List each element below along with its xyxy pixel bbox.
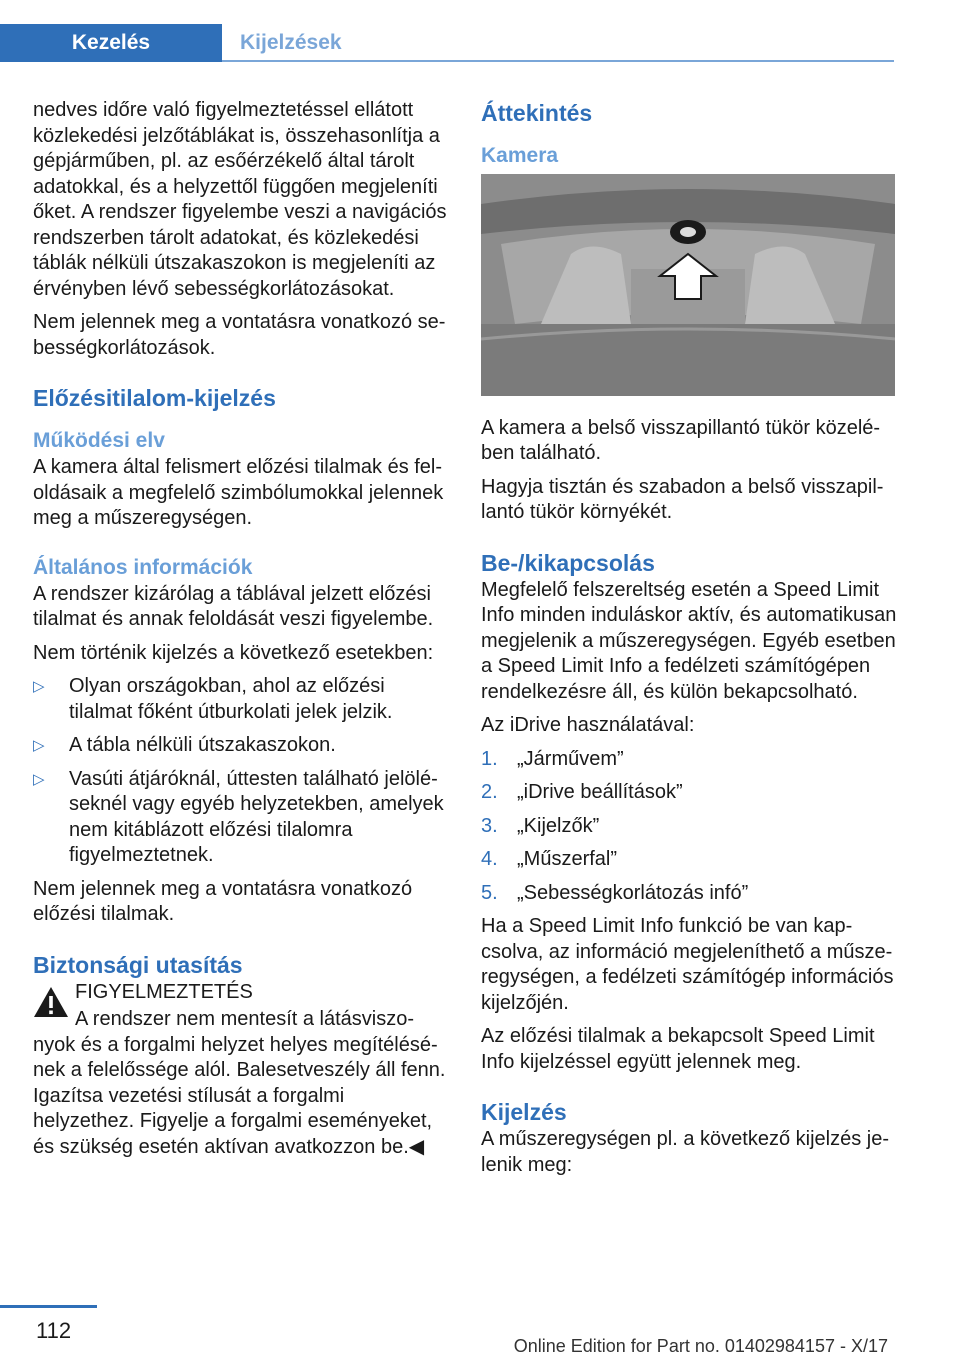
paragraph-altalanos-2: Nem történik kijelzés a következő esetekben: xyxy=(33,641,434,664)
list-item: 5. „Sebességkorlátozás infó” xyxy=(481,881,749,904)
paragraph-altalanos-1: A rendszer kizárólag a táblával jelzett előzési tilalmat és annak feloldását veszi figyelembe. xyxy=(33,582,434,630)
towing-note: Nem jelennek meg a vontatásra vonatkozó sebességkorlátozások. xyxy=(33,311,446,359)
tab-kezeles[interactable]: Kezelés xyxy=(0,24,222,62)
paragraph-kijelzes: A műszeregységen pl. a következő kijelzés jelenik meg: xyxy=(481,1128,889,1176)
paragraph-kamera-1: A kamera a belső visszapillantó tükör közelében található. xyxy=(481,416,881,464)
heading-attekintes: Áttekintés xyxy=(481,100,593,126)
towing-overtake-note: Nem jelennek meg a vontatásra vonatkozó előzési tilalmak. xyxy=(33,877,413,925)
list-item: 2. „iDrive beállítások” xyxy=(481,781,683,803)
camera-location-image xyxy=(481,174,895,396)
paragraph-after-steps-1: Ha a Speed Limit Info funkció be van kapcsolva, az információ megjeleníthető a műszeregységen, a fedélzeti számítógép információs kijelzőjén. xyxy=(481,915,894,1014)
warning-title: FIGYELMEZTETÉS xyxy=(75,980,253,1003)
list-item: ▷ Vasúti átjáróknál, úttesten található jelöléseknél vagy egyéb helyzetekben, amelyek nem kitáblázott előzési tilalomra figyelmeztetnek. xyxy=(33,767,444,866)
paragraph-after-steps-2: Az előzési tilalmak a bekapcsolt Speed Limit Info kijelzéssel együtt jelennek meg. xyxy=(481,1025,875,1073)
exception-list xyxy=(33,674,449,869)
list-item: 1. „Járművem” xyxy=(481,747,624,770)
list-item: 3. „Kijelzők” xyxy=(481,814,600,837)
header-rule xyxy=(222,60,894,62)
footer-rule xyxy=(0,1305,97,1308)
paragraph-bekapcsolas-1: Megfelelő felszereltség esetén a Speed Limit Info minden induláskor aktív, és automatikusan megjelenik a műszeregységen. Egyéb esetben a Speed Limit Info a fedélzeti számítógépen rendelkezésre áll, és külön bekapcsolható. xyxy=(481,578,897,703)
chapter-tabs xyxy=(0,24,342,62)
triangle-bullet-icon: ▷ xyxy=(33,678,45,695)
list-item: 4. „Műszerfal” xyxy=(481,848,618,870)
heading-kijelzes: Kijelzés xyxy=(481,1099,567,1125)
paragraph-mukodesi-elv: A kamera által felismert előzési tilalmak és feloldásaik a megfelelő szimbólumokkal jelennek meg a műszeregységen. xyxy=(33,456,444,529)
warning-text: A rendszer nem mentesít a látásviszonyok és a forgalmi helyzet helyes megítélésének a felelőssége alól. Balesetveszély áll fenn. Igazítsa vezetési stílusát a forgalmi helyzethez. Figyelje a forgalmi eseményeket, és szükség esetén aktívan avatkozzon be.◀ xyxy=(33,1008,446,1158)
right-column xyxy=(481,98,897,1186)
intro-paragraph: nedves időre való figyelmeztetéssel ellátott közlekedési jelzőtáblákat is, összehasonlítja a gépjárműben, pl. az esőérzékelő által tárolt adatokkal, és a helyzettől függően megjeleníti őket. A rendszer figyelembe veszi a navigációs rendszerben tárolt adatokat, és közlekedési táblák nélküli útszakaszokon is megjeleníti az érvényben lévő sebességkorlátozásokat. xyxy=(33,99,447,300)
heading-mukodesi-elv: Működési elv xyxy=(33,429,165,452)
list-item: ▷ Olyan országokban, ahol az előzési tilalmat főként útburkolati jelek jelzik. xyxy=(33,675,393,723)
idrive-steps xyxy=(481,747,897,907)
page-number: 112 xyxy=(36,1318,72,1343)
heading-bekapcsolas: Be-/kikapcsolás xyxy=(481,549,655,576)
edition-note: Online Edition for Part no. 01402984157 - X/17 xyxy=(513,1336,888,1356)
left-column xyxy=(33,98,449,1168)
tab-kijelzesek[interactable]: Kijelzések xyxy=(240,31,342,54)
list-item: ▷ A tábla nélküli útszakaszokon. xyxy=(33,733,449,759)
warning-triangle-icon xyxy=(33,986,69,1018)
heading-altalanos: Általános információk xyxy=(33,555,253,579)
heading-elozesitilalom: Előzésitilalom-kijelzés xyxy=(33,385,276,411)
warning-block xyxy=(33,980,449,1006)
heading-biztonsagi: Biztonsági utasítás xyxy=(33,951,243,978)
paragraph-kamera-2: Hagyja tisztán és szabadon a belső visszapillantó tükör környékét. xyxy=(481,475,884,523)
heading-kamera: Kamera xyxy=(481,144,559,167)
triangle-bullet-icon: ▷ xyxy=(33,770,45,788)
paragraph-bekapcsolas-2: Az iDrive használatával: xyxy=(481,714,695,736)
triangle-bullet-icon: ▷ xyxy=(33,737,45,754)
